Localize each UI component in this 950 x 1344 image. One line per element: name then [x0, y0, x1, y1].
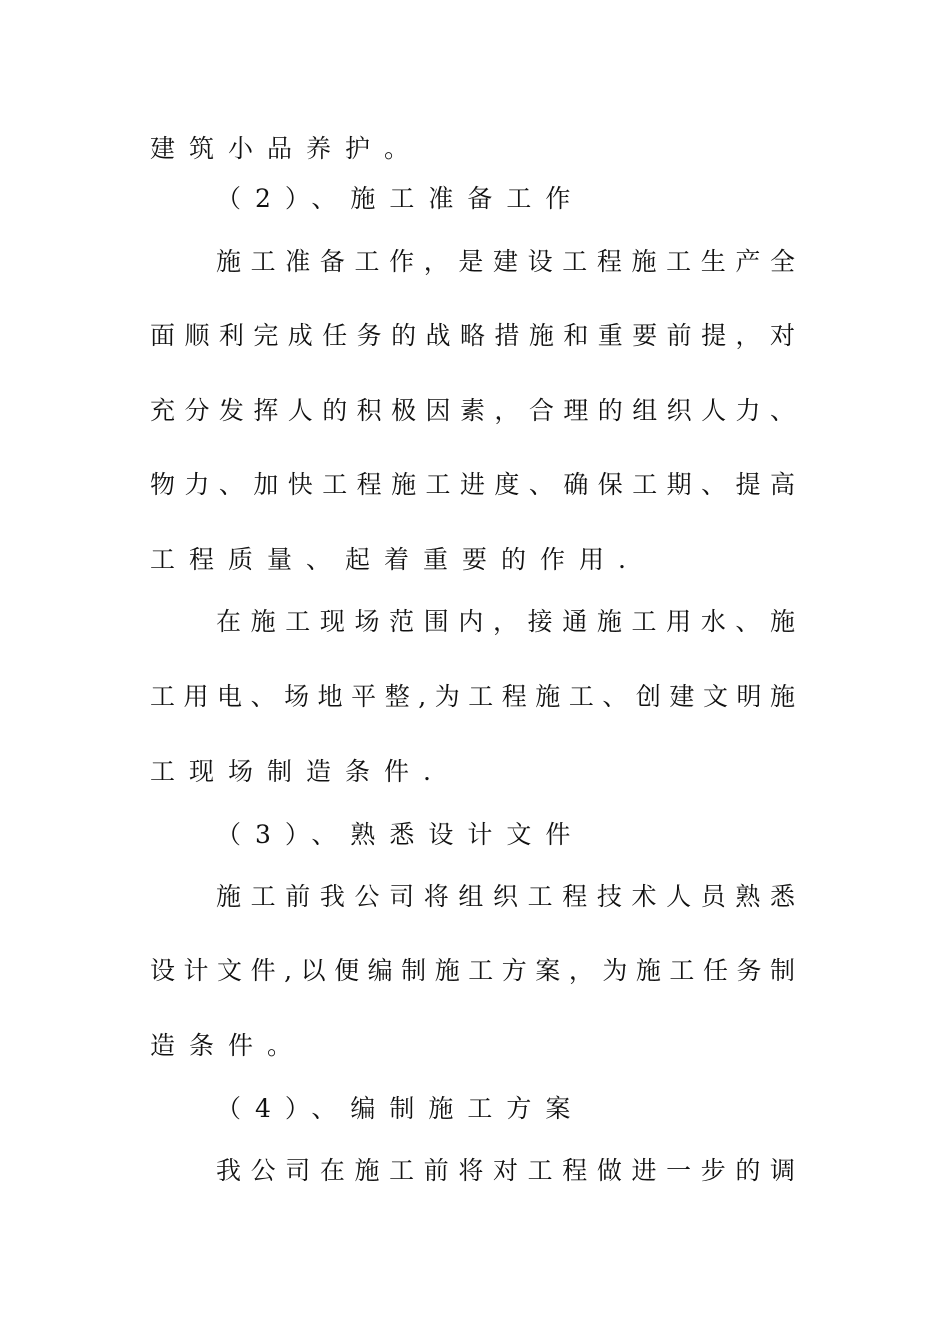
paragraph-line: 充分发挥人的积极因素，合理的组织人力、 [150, 396, 795, 425]
paragraph-line: 我公司在施工前将对工程做进一步的调 [216, 1156, 795, 1185]
paragraph-line: 造条件。 [150, 1031, 307, 1060]
paragraph-line: 工程质量、起着重要的作用. [150, 545, 640, 574]
paragraph-line: 工现场制造条件. [150, 757, 445, 786]
paragraph-line: 施工准备工作，是建设工程施工生产全 [216, 247, 795, 276]
paragraph-line: 面顺利完成任务的战略措施和重要前提，对 [150, 321, 795, 350]
section-heading: （3）、熟悉设计文件 [216, 820, 585, 849]
paragraph-line: 工用电、场地平整,为工程施工、创建文明施 [150, 682, 795, 711]
paragraph-line: 在施工现场范围内，接通施工用水、施 [216, 607, 795, 636]
section-heading: （2）、施工准备工作 [216, 184, 585, 213]
paragraph-line: 施工前我公司将组织工程技术人员熟悉 [216, 882, 795, 911]
text-line: 建筑小品养护。 [150, 134, 424, 163]
paragraph-line: 物力、加快工程施工进度、确保工期、提高 [150, 470, 795, 499]
paragraph-line: 设计文件,以便编制施工方案，为施工任务制 [150, 956, 795, 985]
section-heading: （4）、编制施工方案 [216, 1094, 585, 1123]
